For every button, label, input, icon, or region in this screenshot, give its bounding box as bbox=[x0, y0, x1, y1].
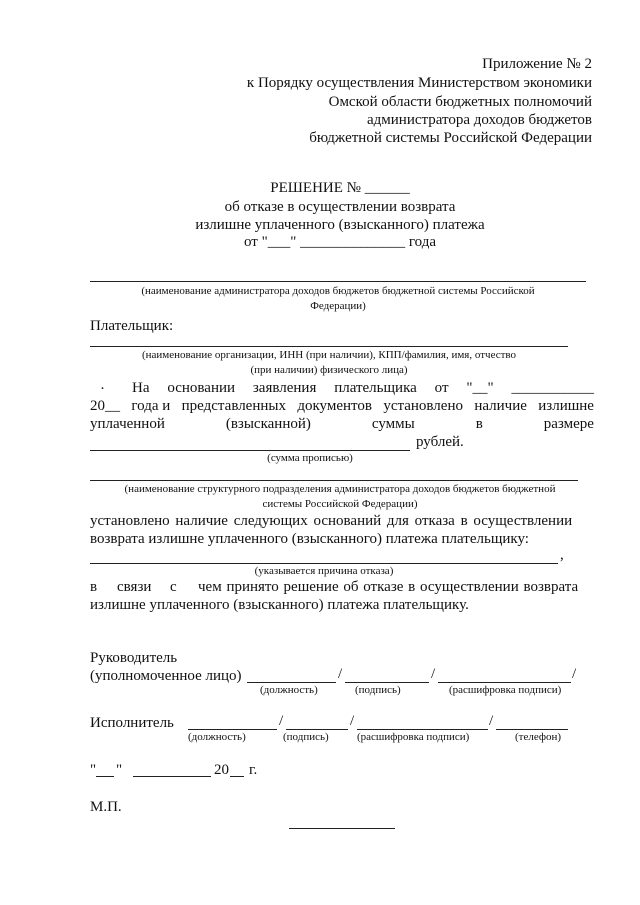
basis-word: заявления bbox=[252, 380, 317, 396]
basis-word: На bbox=[132, 380, 150, 396]
header-line: Омской области бюджетных полномочий bbox=[328, 94, 592, 110]
slash: / bbox=[572, 666, 577, 682]
executor-caption: (расшифровка подписи) bbox=[357, 731, 470, 743]
executor-decoding-field[interactable] bbox=[357, 729, 488, 730]
bullet-mark: · bbox=[100, 381, 105, 397]
stamp-line[interactable] bbox=[289, 828, 395, 829]
basis-word: "__" bbox=[466, 380, 494, 396]
admin-name-line[interactable] bbox=[90, 281, 586, 282]
decision-line: излишне уплаченного (взысканного) платежа плательщику. bbox=[90, 597, 469, 613]
date-year-prefix: 20 bbox=[214, 762, 229, 778]
header-line: администратора доходов бюджетов bbox=[367, 112, 592, 128]
sum-caption: (сумма прописью) bbox=[267, 452, 353, 464]
basis-word: плательщика bbox=[334, 380, 417, 396]
head-label: (уполномоченное лицо) bbox=[90, 668, 242, 684]
head-caption: (должность) bbox=[260, 684, 318, 696]
slash: / bbox=[431, 666, 436, 682]
executor-label: Исполнитель bbox=[90, 715, 174, 731]
title-line: от "___" ______________ года bbox=[244, 234, 436, 250]
basis-word: ___________ bbox=[511, 380, 594, 396]
division-line[interactable] bbox=[90, 480, 578, 481]
head-label: Руководитель bbox=[90, 650, 178, 666]
date-quote: " bbox=[116, 762, 123, 778]
date-quote: " bbox=[90, 762, 97, 778]
basis-word: уплаченной bbox=[90, 416, 165, 432]
header-line: бюджетной системы Российской Федерации bbox=[309, 130, 592, 146]
header-line: Приложение № 2 bbox=[482, 56, 592, 72]
date-day-field[interactable] bbox=[96, 776, 114, 777]
slash: / bbox=[350, 713, 355, 729]
reason-line[interactable] bbox=[90, 563, 558, 564]
basis-word: от bbox=[434, 380, 449, 396]
basis-line-3 bbox=[90, 416, 594, 433]
reason-comma: , bbox=[560, 547, 564, 563]
payer-caption: (при наличии) физического лица) bbox=[250, 364, 408, 376]
decision-word: чем принято решение об отказе в осуществлении возврата bbox=[198, 579, 579, 595]
head-decoding-field[interactable] bbox=[438, 682, 571, 683]
decision-word: связи bbox=[117, 579, 152, 595]
grounds-line: возврата излишне уплаченного (взысканного) платежа плательщику: bbox=[90, 531, 529, 547]
title-line: излишне уплаченного (взысканного) платежа bbox=[195, 217, 485, 233]
executor-phone-field[interactable] bbox=[496, 729, 568, 730]
basis-word: представленных bbox=[181, 398, 286, 414]
sum-in-words-line[interactable] bbox=[90, 450, 410, 451]
date-year-field[interactable] bbox=[230, 776, 244, 777]
reason-caption: (указывается причина отказа) bbox=[254, 565, 394, 577]
basis-word: года и bbox=[131, 398, 171, 414]
basis-word: размере bbox=[543, 416, 594, 432]
payer-label: Плательщик: bbox=[90, 318, 174, 334]
title-line: РЕШЕНИЕ № ______ bbox=[270, 180, 410, 196]
slash: / bbox=[489, 713, 494, 729]
basis-word: в bbox=[475, 416, 483, 432]
executor-caption: (должность) bbox=[188, 731, 246, 743]
basis-word: документов bbox=[297, 398, 372, 414]
slash: / bbox=[338, 666, 343, 682]
admin-caption: (наименование администратора доходов бюджетов бюджетной системы Российской bbox=[141, 285, 535, 297]
basis-word: суммы bbox=[371, 416, 415, 432]
head-position-field[interactable] bbox=[247, 682, 336, 683]
basis-word: установлено bbox=[383, 398, 463, 414]
date-year-suffix: г. bbox=[249, 762, 258, 778]
decision-word: с bbox=[170, 579, 177, 595]
basis-word: излишне bbox=[538, 398, 594, 414]
admin-caption: Федерации) bbox=[310, 300, 366, 312]
executor-position-field[interactable] bbox=[188, 729, 277, 730]
slash: / bbox=[279, 713, 284, 729]
basis-line-1 bbox=[132, 380, 594, 397]
head-caption: (расшифровка подписи) bbox=[449, 684, 562, 696]
head-signature-field[interactable] bbox=[345, 682, 429, 683]
basis-word: наличие bbox=[474, 398, 527, 414]
grounds-line: установлено наличие следующих оснований для отказа в осуществлении bbox=[90, 513, 573, 529]
basis-line-2 bbox=[90, 398, 594, 415]
basis-word: (взысканной) bbox=[225, 416, 311, 432]
division-caption: системы Российской Федерации) bbox=[262, 498, 418, 510]
division-caption: (наименование структурного подразделения администратора доходов бюджетов бюджетной bbox=[124, 483, 556, 495]
head-caption: (подпись) bbox=[355, 684, 401, 696]
stamp-label: М.П. bbox=[90, 799, 122, 815]
payer-line[interactable] bbox=[90, 346, 568, 347]
payer-caption: (наименование организации, ИНН (при наличии), КПП/фамилия, имя, отчество bbox=[141, 349, 517, 361]
rubles-label: рублей. bbox=[416, 434, 464, 450]
basis-word: основании bbox=[167, 380, 236, 396]
executor-caption: (подпись) bbox=[283, 731, 329, 743]
executor-caption: (телефон) bbox=[515, 731, 562, 743]
decision-word: в bbox=[90, 579, 98, 595]
date-month-field[interactable] bbox=[133, 776, 211, 777]
executor-signature-field[interactable] bbox=[286, 729, 348, 730]
header-line: к Порядку осуществления Министерством экономики bbox=[246, 75, 592, 91]
basis-word: 20__ bbox=[90, 398, 120, 414]
title-line: об отказе в осуществлении возврата bbox=[224, 199, 456, 215]
